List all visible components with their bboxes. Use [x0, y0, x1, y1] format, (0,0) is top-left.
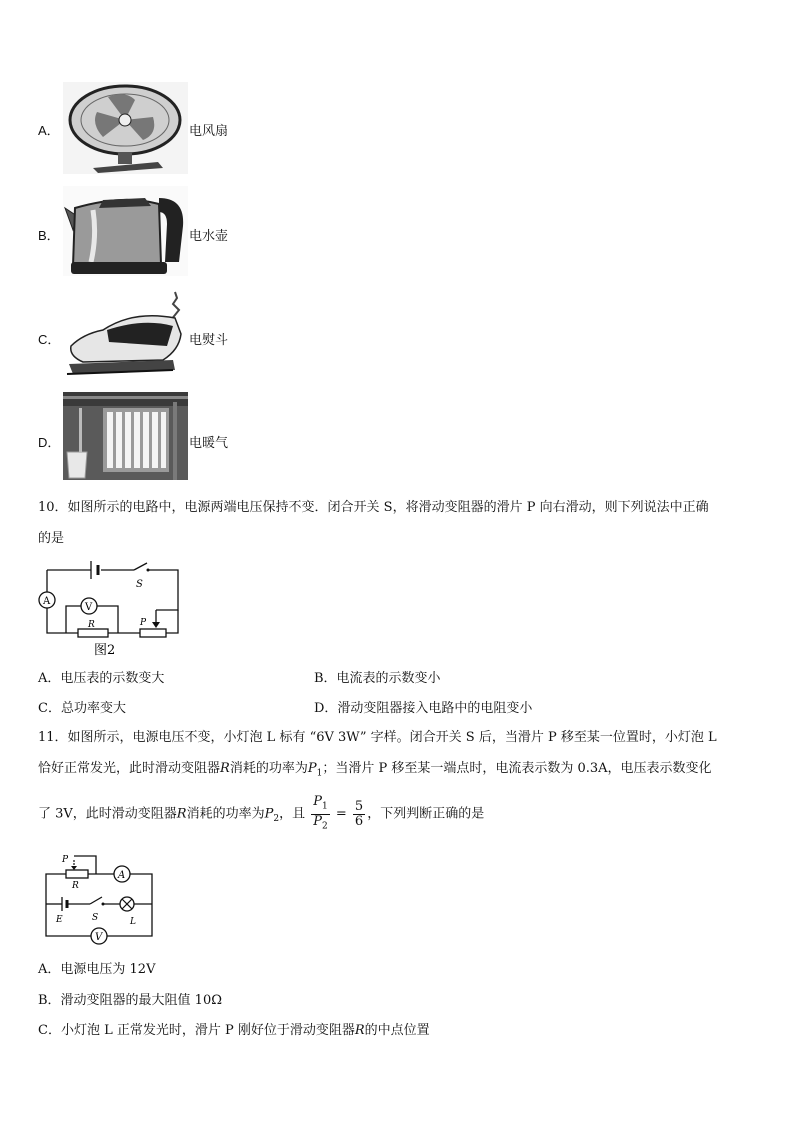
- question-text: 的是: [38, 531, 65, 546]
- ammeter-label: A: [43, 596, 51, 607]
- option-label: 电熨斗: [189, 333, 229, 348]
- option-label: 电水壶: [189, 229, 229, 244]
- figure-caption: 图2: [94, 643, 116, 658]
- rheostat-icon: [66, 870, 88, 878]
- question-text: 恰好正常发光，此时滑动变阻器R消耗的功率为$P_1$；当滑片 P 移至某一端点时，电流表示数为 0.3A，电压表示数变化: [38, 761, 712, 779]
- resistor-icon: [78, 629, 108, 637]
- option-b[interactable]: B．滑动变阻器的最大阻值 10Ω: [38, 993, 223, 1008]
- heater-icon: [63, 392, 188, 480]
- option-c[interactable]: C．小灯泡 L 正常发光时，滑片 P 刚好位于滑动变阻器R的中点位置: [38, 1023, 430, 1038]
- option-b[interactable]: B．电流表的示数变小: [314, 671, 441, 686]
- iron-icon: [63, 290, 188, 380]
- option-d[interactable]: D．滑动变阻器接入电路中的电阻变小: [314, 701, 533, 716]
- switch-label: S: [136, 579, 143, 590]
- question-text: 10．如图所示的电路中，电源两端电压保持不变．闭合开关 S，将滑动变阻器的滑片 P 向右滑动，则下列说法中正确: [38, 500, 709, 515]
- option-letter: C．: [38, 332, 61, 347]
- fan-icon: [63, 82, 188, 174]
- option-a[interactable]: A．电压表的示数变大: [38, 671, 165, 686]
- circuit-diagram-q10: [36, 558, 186, 658]
- option-a[interactable]: A．电源电压为 12V: [38, 962, 156, 977]
- question-text: 11．如图所示，电源电压不变，小灯泡 L 标有 “6V 3W” 字样。闭合开关 S 后，当滑片 P 移至某一位置时，小灯泡 L: [38, 730, 717, 745]
- circuit-diagram-q11: [36, 848, 161, 946]
- question-text: 了 3V，此时滑动变阻器R消耗的功率为$P_2$，且 $\frac{P_1}{P_2}$ = $\frac{5}{6}$ ，下列判断正确的是: [38, 794, 485, 832]
- slider-label: P: [140, 618, 147, 628]
- source-label: E: [56, 915, 63, 925]
- ammeter-label: A: [118, 870, 126, 881]
- voltmeter-label: V: [95, 932, 103, 943]
- option-letter: D．: [38, 435, 61, 450]
- voltmeter-label: V: [85, 602, 93, 613]
- option-letter: A．: [38, 123, 60, 138]
- option-c[interactable]: C．总功率变大: [38, 701, 126, 716]
- slider-label: P: [62, 855, 69, 865]
- fraction-p1-p2: $\frac{P_1}{P_2}$: [313, 794, 328, 832]
- switch-label: S: [92, 913, 99, 923]
- option-label: 电暖气: [189, 436, 229, 451]
- resistor-label: R: [88, 620, 95, 630]
- rheostat-icon: [140, 629, 166, 637]
- option-label: 电风扇: [189, 124, 229, 139]
- fraction-ratio: $\frac{5}{6}$: [354, 798, 364, 829]
- option-letter: B．: [38, 228, 60, 243]
- resistor-label: R: [72, 881, 79, 891]
- lamp-label: L: [130, 917, 136, 927]
- kettle-icon: [63, 186, 188, 276]
